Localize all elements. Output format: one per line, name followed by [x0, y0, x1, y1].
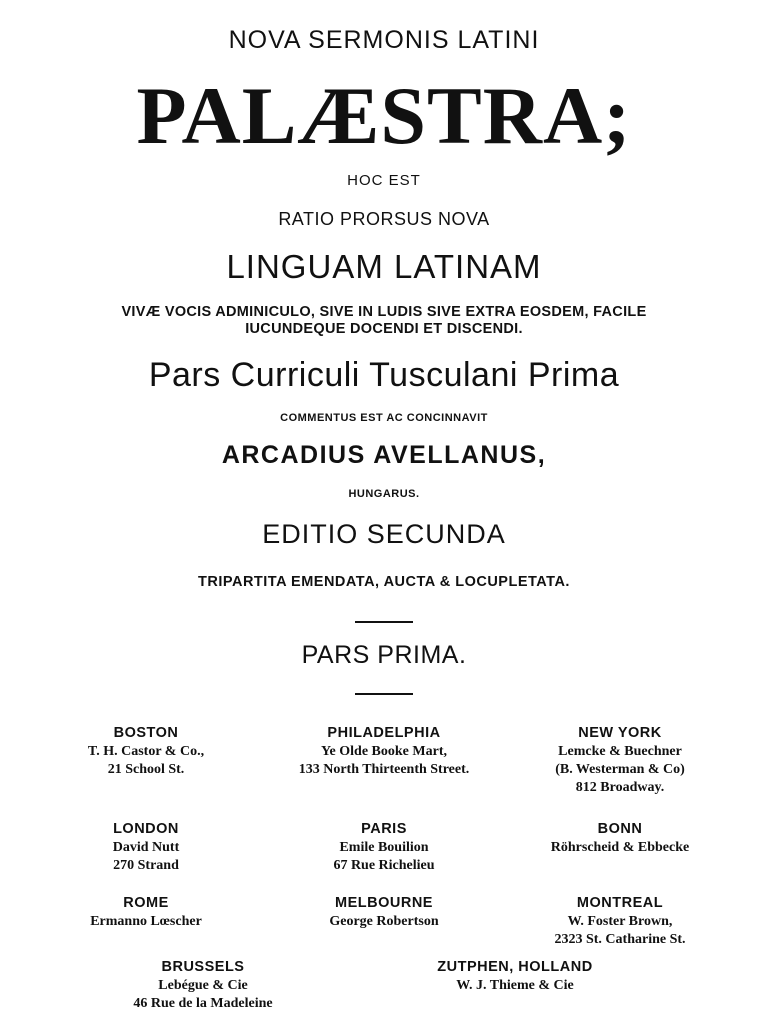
author-name: ARCADIUS AVELLANUS, [221, 441, 547, 469]
edition-note: TRIPARTITA EMENDATA, AUCTA & LOCUPLETATA. [198, 574, 570, 590]
publisher-address-line: Emile Bouilion [339, 840, 429, 855]
publisher-city: ZUTPHEN, HOLLAND [437, 959, 593, 975]
publisher-city: BOSTON [113, 725, 179, 741]
publisher-address-line: W. J. Thieme & Cie [456, 978, 574, 993]
publisher-address-line: 2323 St. Catharine St. [554, 932, 686, 947]
publisher-block [390, 958, 640, 995]
description-line-1: VIVÆ VOCIS ADMINICULO, SIVE IN LUDIS SIVE EXTRA EOSDEM, FACILE [121, 304, 647, 320]
series-title: NOVA SERMONIS LATINI [228, 26, 540, 54]
hoc-est-line: HOC EST [347, 172, 421, 189]
publisher-block [495, 724, 745, 797]
main-title: PALÆSTRA; [136, 70, 632, 161]
ratio-line: RATIO PRORSUS NOVA [278, 209, 490, 229]
description [0, 304, 768, 338]
publisher-block [495, 894, 745, 949]
publisher-block [21, 894, 271, 931]
publisher-city: MELBOURNE [335, 895, 433, 911]
publisher-address-line: George Robertson [329, 914, 439, 929]
publisher-block [78, 958, 328, 1013]
publisher-address-line: T. H. Castor & Co., [87, 744, 205, 759]
publisher-address-line: (B. Westerman & Co) [555, 762, 685, 777]
publisher-address-line: W. Foster Brown, [567, 914, 673, 929]
publisher-block [259, 724, 509, 779]
publisher-address-line: 67 Rue Richelieu [333, 858, 435, 873]
publisher-address-line: 133 North Thirteenth Street. [298, 762, 470, 777]
publisher-city: NEW YORK [578, 725, 662, 741]
publisher-block [259, 820, 509, 875]
publisher-address-line: Röhrscheid & Ebbecke [550, 840, 690, 855]
part-title: PARS PRIMA. [301, 641, 467, 669]
lingua-line: LINGUAM LATINAM [226, 248, 542, 285]
publisher-address-line: Ye Olde Booke Mart, [321, 744, 447, 759]
publisher-address-line: 21 School St. [107, 762, 185, 777]
divider-bottom [355, 693, 413, 695]
publisher-address-line: 270 Strand [113, 858, 179, 873]
publisher-address-line: Lebégue & Cie [158, 978, 248, 993]
publisher-city: MONTREAL [576, 895, 664, 911]
publisher-city: PHILADELPHIA [327, 725, 441, 741]
publisher-block [495, 820, 745, 857]
author-nationality: HUNGARUS. [348, 488, 420, 500]
publisher-block [21, 820, 271, 875]
publisher-city: ROME [123, 895, 169, 911]
publisher-city: BONN [597, 821, 643, 837]
subtitle: Pars Curriculi Tusculani Prima [148, 356, 620, 394]
description-line-2: IUCUNDEQUE DOCENDI ET DISCENDI. [245, 321, 523, 337]
commentus-line: COMMENTUS EST AC CONCINNAVIT [280, 412, 488, 424]
edition-title: EDITIO SECUNDA [262, 519, 506, 549]
publisher-city: PARIS [361, 821, 407, 837]
publisher-address-line: Ermanno Lœscher [90, 914, 202, 929]
publisher-address-line: 812 Broadway. [575, 780, 665, 795]
divider-top [355, 621, 413, 623]
publisher-address-line: 46 Rue de la Madeleine [133, 996, 273, 1011]
publisher-address-line: Lemcke & Buechner [558, 744, 682, 759]
publisher-block [259, 894, 509, 931]
publisher-address-line: David Nutt [112, 840, 180, 855]
publisher-city: LONDON [113, 821, 179, 837]
publisher-city: BRUSSELS [161, 959, 245, 975]
publisher-block [21, 724, 271, 779]
